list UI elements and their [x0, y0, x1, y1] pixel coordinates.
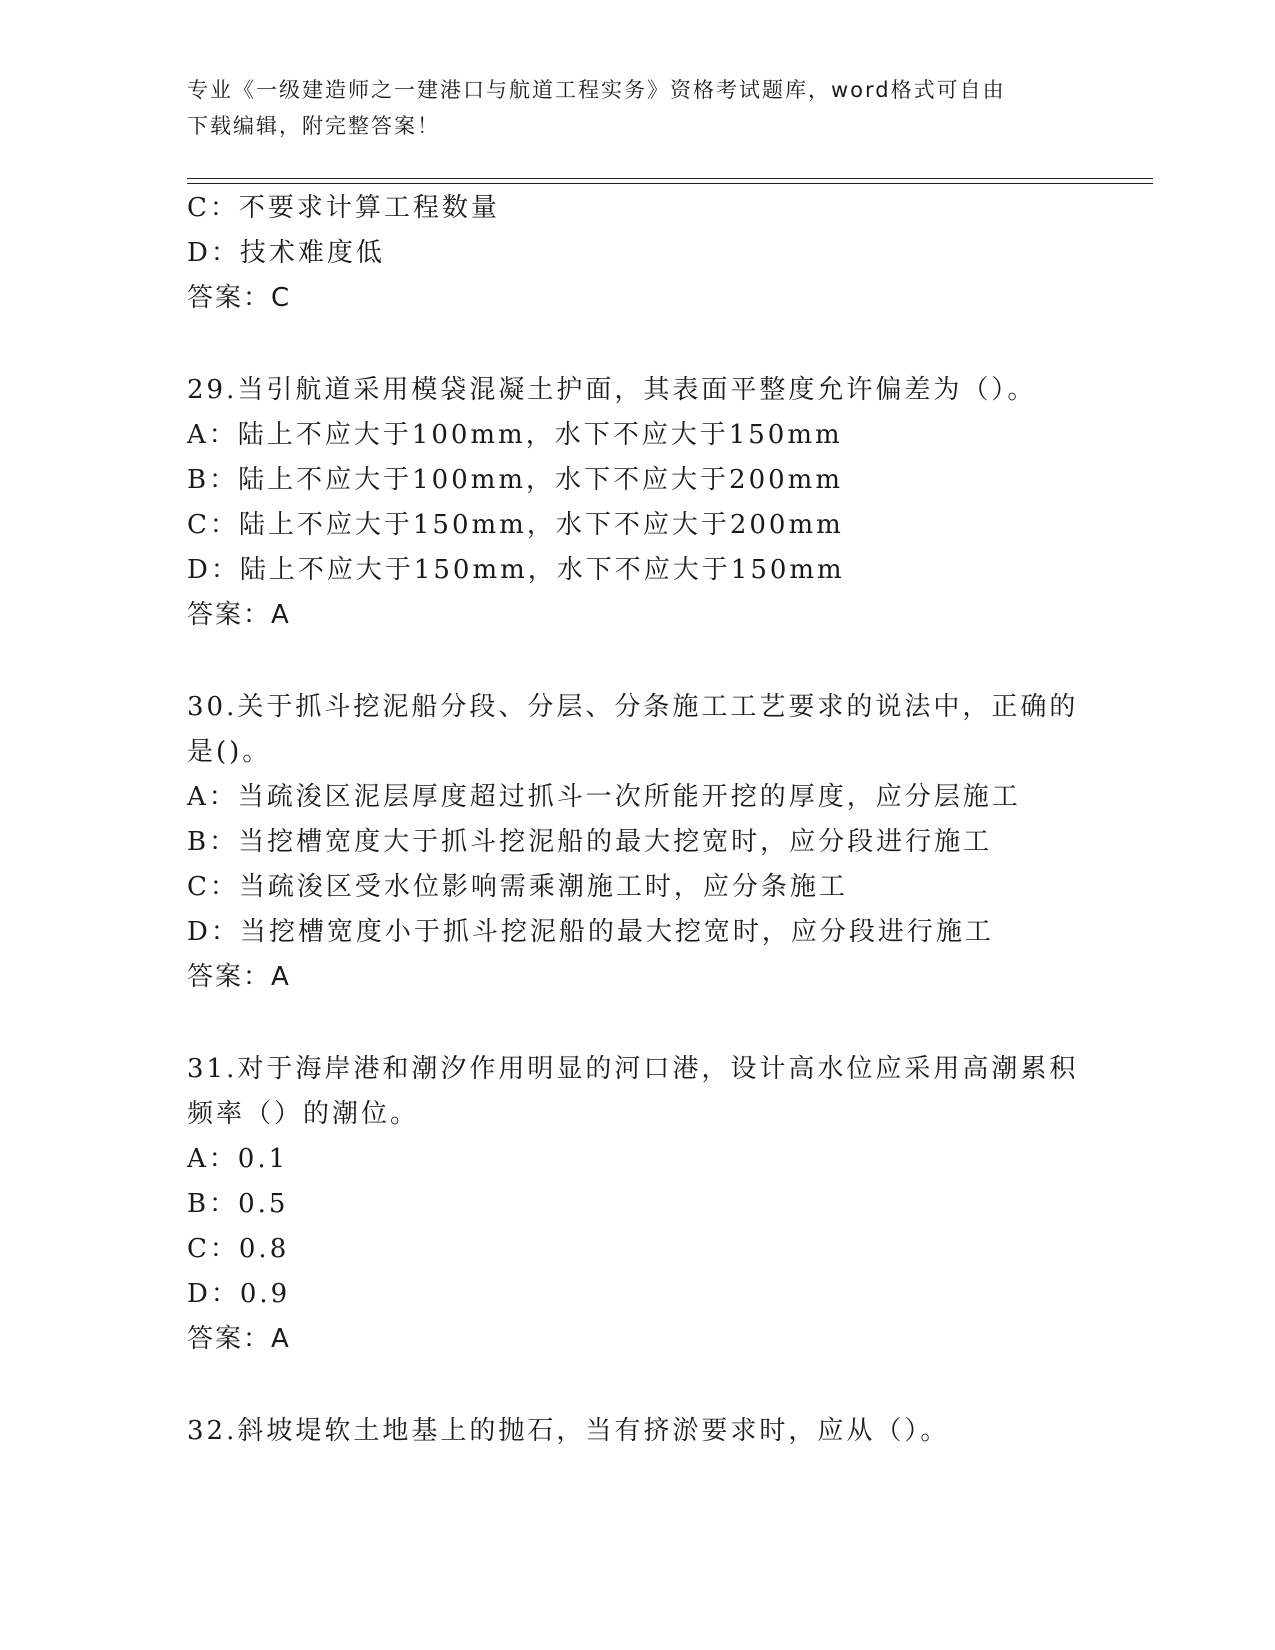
- spacer: [187, 321, 1087, 368]
- option-c: C：0.8: [187, 1234, 290, 1264]
- spacer: [187, 1000, 1087, 1047]
- header-line-2: 下载编辑，附完整答案！: [187, 114, 440, 138]
- option-c: C：陆上不应大于150mm，水下不应大于200mm: [187, 510, 844, 540]
- header-divider-bottom: [187, 183, 1153, 184]
- answer-line: 答案：C: [187, 283, 292, 313]
- spacer: [187, 638, 1087, 685]
- question-content: [187, 186, 1087, 1454]
- option-a: A：0.1: [187, 1144, 289, 1174]
- question-stem: 29.当引航道采用模袋混凝土护面，其表面平整度允许偏差为（）。: [187, 375, 1037, 405]
- question-29: [187, 368, 1087, 638]
- question-stem-line-1: 31.对于海岸港和潮汐作用明显的河口港，设计高水位应采用高潮累积: [187, 1054, 1079, 1084]
- header-line-1: 专业《一级建造师之一建港口与航道工程实务》资格考试题库，word格式可自由: [187, 78, 1006, 102]
- spacer: [187, 1362, 1087, 1409]
- option-a: A：当疏浚区泥层厚度超过抓斗一次所能开挖的厚度，应分层施工: [187, 782, 1021, 812]
- question-stem-line-2: 是()。: [187, 737, 272, 767]
- option-a: A：陆上不应大于100mm，水下不应大于150mm: [187, 420, 843, 450]
- question-stem-line-1: 30.关于抓斗挖泥船分段、分层、分条施工工艺要求的说法中，正确的: [187, 692, 1079, 722]
- question-stem-line-2: 频率（）的潮位。: [187, 1099, 420, 1129]
- answer-line: 答案：A: [187, 1324, 291, 1354]
- document-header: [187, 72, 1067, 144]
- answer-line: 答案：A: [187, 962, 291, 992]
- option-d: D：0.9: [187, 1279, 291, 1309]
- answer-line: 答案：A: [187, 600, 291, 630]
- option-b: B：当挖槽宽度大于抓斗挖泥船的最大挖宽时，应分段进行施工: [187, 827, 993, 857]
- option-d: D：技术难度低: [187, 238, 385, 268]
- option-d: D：陆上不应大于150mm，水下不应大于150mm: [187, 555, 845, 585]
- question-31: [187, 1047, 1087, 1362]
- option-c: C：当疏浚区受水位影响需乘潮施工时，应分条施工: [187, 872, 848, 902]
- question-28-tail: [187, 186, 1087, 321]
- question-30: [187, 685, 1087, 1000]
- header-divider-top: [187, 178, 1153, 179]
- option-c: C：不要求计算工程数量: [187, 193, 500, 223]
- question-32: [187, 1409, 1087, 1454]
- option-b: B：0.5: [187, 1189, 289, 1219]
- option-b: B：陆上不应大于100mm，水下不应大于200mm: [187, 465, 843, 495]
- option-d: D：当挖槽宽度小于抓斗挖泥船的最大挖宽时，应分段进行施工: [187, 917, 994, 947]
- question-stem: 32.斜坡堤软土地基上的抛石，当有挤淤要求时，应从（）。: [187, 1416, 950, 1446]
